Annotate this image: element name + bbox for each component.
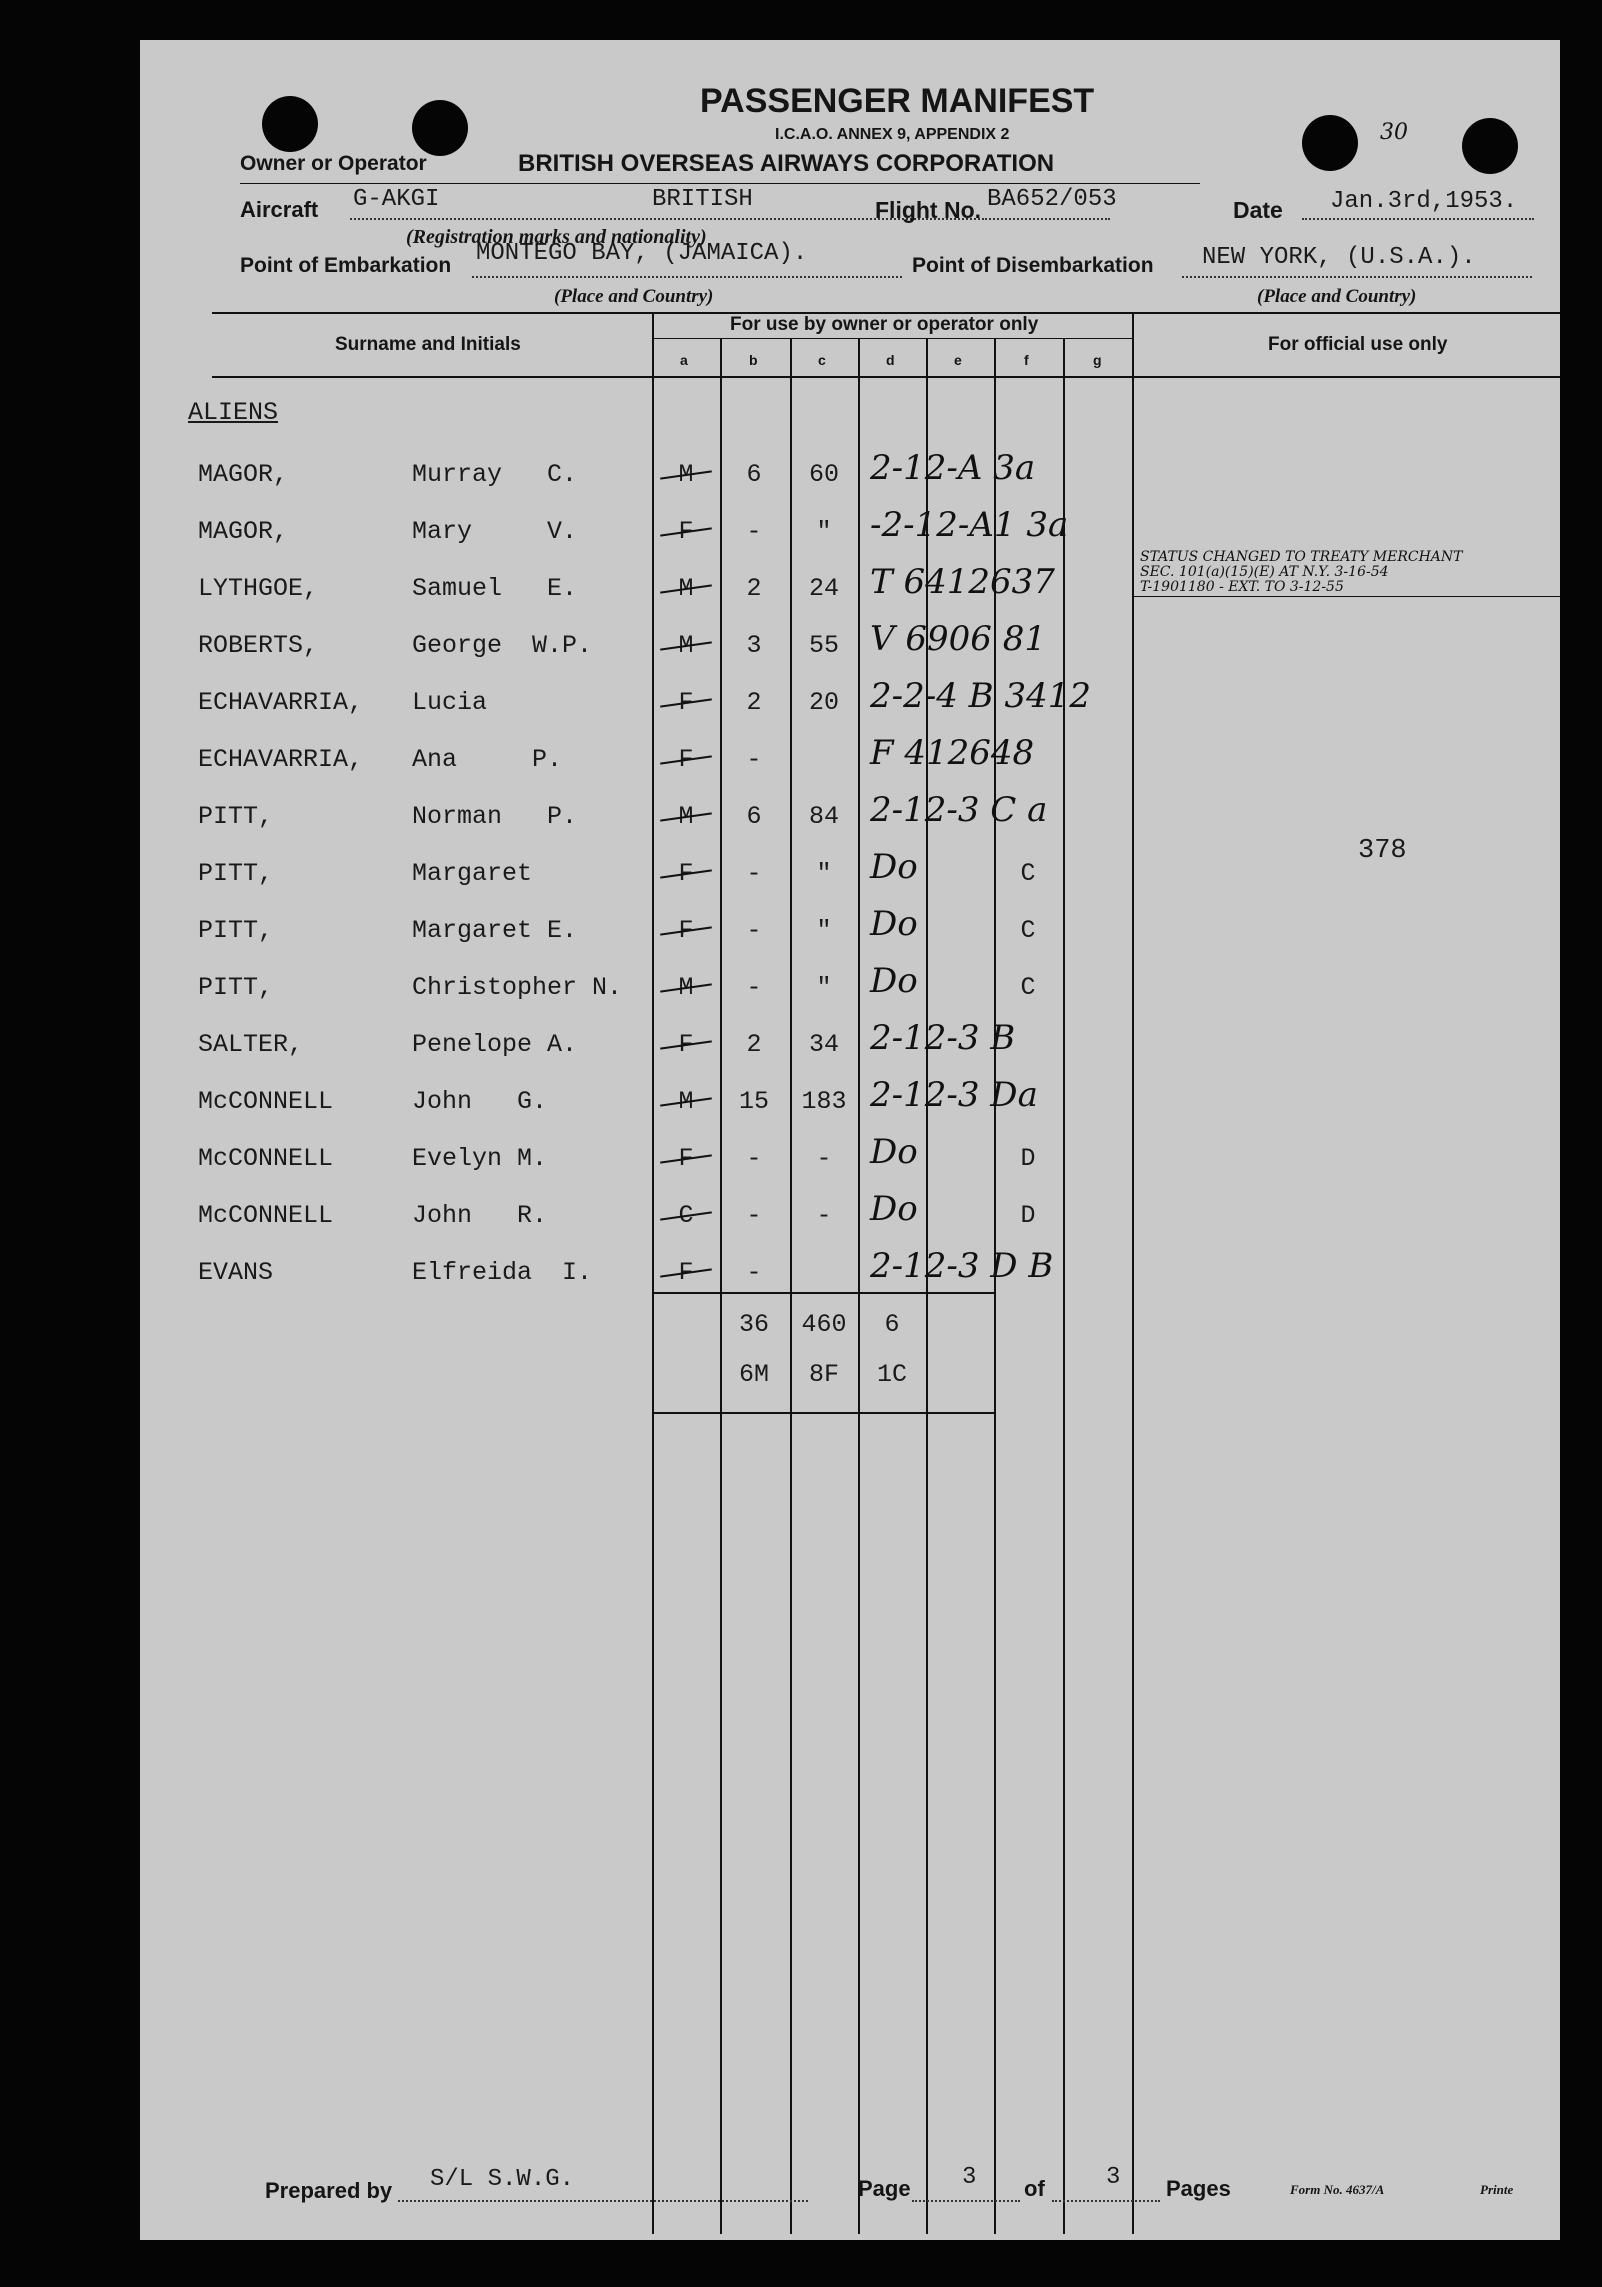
passenger-surname: SALTER,: [198, 1030, 304, 1059]
cell-b: 2: [746, 1030, 762, 1059]
cell-b: 2: [746, 574, 762, 603]
total-b: 36: [738, 1310, 769, 1339]
owner-use-header: For use by owner or operator only: [730, 314, 1039, 335]
column-rule-g: [1063, 338, 1065, 2234]
page-number: 3: [962, 2164, 977, 2191]
handwritten-entry: Do: [870, 1189, 918, 1229]
passenger-surname: EVANS: [198, 1258, 274, 1287]
handwritten-entry: 2-12-3 B: [870, 1018, 1016, 1058]
passenger-surname: McCONNELL: [198, 1201, 334, 1230]
cell-sex: M: [678, 1087, 694, 1116]
page-subtitle: I.C.A.O. ANNEX 9, APPENDIX 2: [775, 126, 1010, 143]
cell-c: -: [816, 1201, 832, 1230]
official-note-rule: [1132, 596, 1560, 597]
official-note-line: T-1901180 - EXT. TO 3-12-55: [1140, 579, 1344, 595]
passenger-given-names: Samuel E.: [412, 574, 578, 603]
passenger-surname: PITT,: [198, 973, 274, 1002]
passenger-given-names: John R.: [412, 1201, 548, 1230]
passenger-surname: PITT,: [198, 802, 274, 831]
column-header-e: e: [954, 352, 962, 368]
handwritten-entry: Do: [870, 1132, 918, 1172]
disembarkation-label: Point of Disembarkation: [912, 254, 1154, 277]
cell-sex: F: [678, 1258, 694, 1287]
cell-sex: M: [678, 574, 694, 603]
cell-b: -: [746, 1258, 762, 1287]
cell-b: -: [746, 859, 762, 888]
handwritten-entry: 2-12-A 3a: [870, 448, 1036, 488]
official-number: 378: [1358, 836, 1407, 866]
punch-hole: [412, 100, 468, 156]
passenger-surname: MAGOR,: [198, 460, 289, 489]
flight-dots: [982, 218, 1110, 220]
handwritten-entry: T 6412637: [870, 562, 1055, 602]
cell-b: 2: [746, 688, 762, 717]
cell-sex: F: [678, 688, 694, 717]
passenger-given-names: Mary V.: [412, 517, 578, 546]
cell-b: 6: [746, 460, 762, 489]
cell-f: D: [1020, 1144, 1036, 1173]
cell-f: C: [1020, 916, 1036, 945]
official-note: [1140, 550, 1463, 595]
punch-hole: [262, 96, 318, 152]
passenger-surname: LYTHGOE,: [198, 574, 319, 603]
cell-sex: M: [678, 802, 694, 831]
passenger-given-names: Lucia: [412, 688, 488, 717]
column-header-f: f: [1024, 352, 1029, 368]
column-rule-a-left: [652, 312, 654, 2234]
date-dots: [1302, 218, 1534, 220]
official-use-header: For official use only: [1268, 334, 1448, 355]
disembarkation-dots: [1182, 276, 1532, 278]
registration-caption: (Registration marks and nationality): [406, 226, 707, 248]
form-number: Form No. 4637/A: [1290, 2182, 1385, 2197]
embarkation-label: Point of Embarkation: [240, 254, 452, 277]
date-value: Jan.3rd,1953.: [1330, 188, 1518, 215]
cell-c: 183: [801, 1087, 847, 1116]
passenger-surname: ECHAVARRIA,: [198, 745, 364, 774]
place-caption-left: (Place and Country): [554, 286, 714, 307]
prepared-dots: [398, 2200, 808, 2202]
cell-sex: F: [678, 859, 694, 888]
table-header-rule: [212, 376, 1560, 378]
date-label: Date: [1233, 197, 1283, 223]
passenger-surname: McCONNELL: [198, 1087, 334, 1116]
cell-b: 3: [746, 631, 762, 660]
cell-sex: F: [678, 1144, 694, 1173]
page-total: 3: [1106, 2164, 1121, 2191]
column-rule-d: [858, 338, 860, 2234]
cell-f: C: [1020, 973, 1036, 1002]
cell-c: 60: [808, 460, 839, 489]
cell-c: ": [816, 916, 832, 945]
passenger-given-names: John G.: [412, 1087, 548, 1116]
passenger-given-names: Murray C.: [412, 460, 578, 489]
of-dots: [1052, 2200, 1160, 2202]
cell-b: -: [746, 745, 762, 774]
cell-c: ": [816, 973, 832, 1002]
column-rule-official: [1132, 312, 1134, 2234]
manifest-sheet: [140, 40, 1560, 2240]
cell-c: 20: [808, 688, 839, 717]
cell-f: C: [1020, 859, 1036, 888]
pages-label: Pages: [1166, 2176, 1231, 2201]
cell-f: D: [1020, 1201, 1036, 1230]
cell-sex: F: [678, 745, 694, 774]
total-c: 460: [801, 1310, 847, 1339]
cell-b: 6: [746, 802, 762, 831]
totals-bottom-rule: [652, 1412, 994, 1414]
aircraft-nationality: BRITISH: [652, 186, 753, 213]
cell-b: -: [746, 1201, 762, 1230]
cell-c: 34: [808, 1030, 839, 1059]
page-dots: [912, 2200, 1020, 2202]
handwritten-entry: 2-2-4 B 3412: [870, 676, 1091, 716]
cell-b: -: [746, 1144, 762, 1173]
cell-c: 84: [808, 802, 839, 831]
totals-top-rule: [652, 1292, 994, 1294]
of-label: of: [1024, 2176, 1045, 2201]
passenger-given-names: Ana P.: [412, 745, 563, 774]
passenger-surname: ECHAVARRIA,: [198, 688, 364, 717]
cell-c: ": [816, 859, 832, 888]
aircraft-label: Aircraft: [240, 197, 319, 222]
prepared-value: S/L S.W.G.: [430, 2166, 575, 2193]
handwritten-entry: F 412648: [870, 733, 1035, 773]
passenger-given-names: Margaret: [412, 859, 533, 888]
embarkation-value: MONTEGO BAY, (JAMAICA).: [476, 240, 808, 267]
passenger-given-names: Margaret E.: [412, 916, 578, 945]
cell-sex: F: [678, 916, 694, 945]
column-rule-b: [720, 338, 722, 2234]
cell-sex: M: [678, 973, 694, 1002]
embarkation-dots: [472, 276, 902, 278]
handwritten-entry: -2-12-A1 3a: [870, 505, 1069, 545]
prepared-label: Prepared by: [265, 2178, 393, 2203]
handwritten-entry: Do: [870, 847, 918, 887]
column-header-d: d: [886, 352, 895, 368]
passenger-given-names: Penelope A.: [412, 1030, 578, 1059]
page-title: PASSENGER MANIFEST: [700, 82, 1095, 120]
punch-hole: [1302, 115, 1358, 171]
count-child: 1C: [876, 1360, 907, 1389]
cell-c: 55: [808, 631, 839, 660]
flight-value: BA652/053: [987, 186, 1117, 213]
section-label-aliens: ALIENS: [188, 398, 279, 427]
surname-header: Surname and Initials: [335, 334, 521, 355]
disembarkation-value: NEW YORK, (U.S.A.).: [1202, 244, 1476, 271]
cell-c: 24: [808, 574, 839, 603]
total-d: 6: [884, 1310, 900, 1339]
place-caption-right: (Place and Country): [1257, 286, 1417, 307]
cell-b: 15: [738, 1087, 769, 1116]
cell-sex: F: [678, 517, 694, 546]
corner-mark: 30: [1380, 120, 1408, 145]
passenger-given-names: George W.P.: [412, 631, 593, 660]
column-rule-c: [790, 338, 792, 2234]
cell-sex: M: [678, 460, 694, 489]
passenger-given-names: Norman P.: [412, 802, 578, 831]
passenger-given-names: Evelyn M.: [412, 1144, 548, 1173]
cell-c: ": [816, 517, 832, 546]
passenger-surname: McCONNELL: [198, 1144, 334, 1173]
cell-b: -: [746, 916, 762, 945]
cell-sex: C: [678, 1201, 694, 1230]
cell-sex: F: [678, 1030, 694, 1059]
handwritten-entry: 2-12-3 C a: [870, 790, 1048, 830]
handwritten-entry: Do: [870, 961, 918, 1001]
column-header-g: g: [1093, 352, 1102, 368]
passenger-surname: MAGOR,: [198, 517, 289, 546]
official-note-line: SEC. 101(a)(15)(E) AT N.Y. 3-16-54: [1140, 564, 1389, 580]
cell-sex: M: [678, 631, 694, 660]
header-rule: [240, 183, 1200, 184]
owner-header-rule: [652, 338, 1132, 339]
handwritten-entry: 2-12-3 D B: [870, 1246, 1054, 1286]
page-label: Page: [858, 2176, 911, 2201]
flight-label: Flight No.: [875, 197, 982, 223]
cell-b: -: [746, 517, 762, 546]
owner-label: Owner or Operator: [240, 152, 427, 175]
printed-note: Printe: [1480, 2182, 1514, 2197]
passenger-surname: PITT,: [198, 916, 274, 945]
passenger-given-names: Christopher N.: [412, 973, 623, 1002]
cell-c: -: [816, 1144, 832, 1173]
aircraft-reg: G-AKGI: [353, 186, 440, 213]
official-note-line: STATUS CHANGED TO TREATY MERCHANT: [1140, 549, 1463, 565]
column-header-b: b: [749, 352, 758, 368]
passenger-surname: PITT,: [198, 859, 274, 888]
passenger-surname: ROBERTS,: [198, 631, 319, 660]
count-female: 8F: [808, 1360, 839, 1389]
column-header-a: a: [680, 352, 688, 368]
cell-b: -: [746, 973, 762, 1002]
count-male: 6M: [738, 1360, 769, 1389]
column-header-c: c: [818, 352, 826, 368]
passenger-given-names: Elfreida I.: [412, 1258, 593, 1287]
handwritten-entry: V 6906 81: [870, 619, 1046, 659]
owner-value: BRITISH OVERSEAS AIRWAYS CORPORATION: [518, 150, 1055, 177]
handwritten-entry: Do: [870, 904, 918, 944]
handwritten-entry: 2-12-3 Da: [870, 1075, 1038, 1115]
punch-hole: [1462, 118, 1518, 174]
